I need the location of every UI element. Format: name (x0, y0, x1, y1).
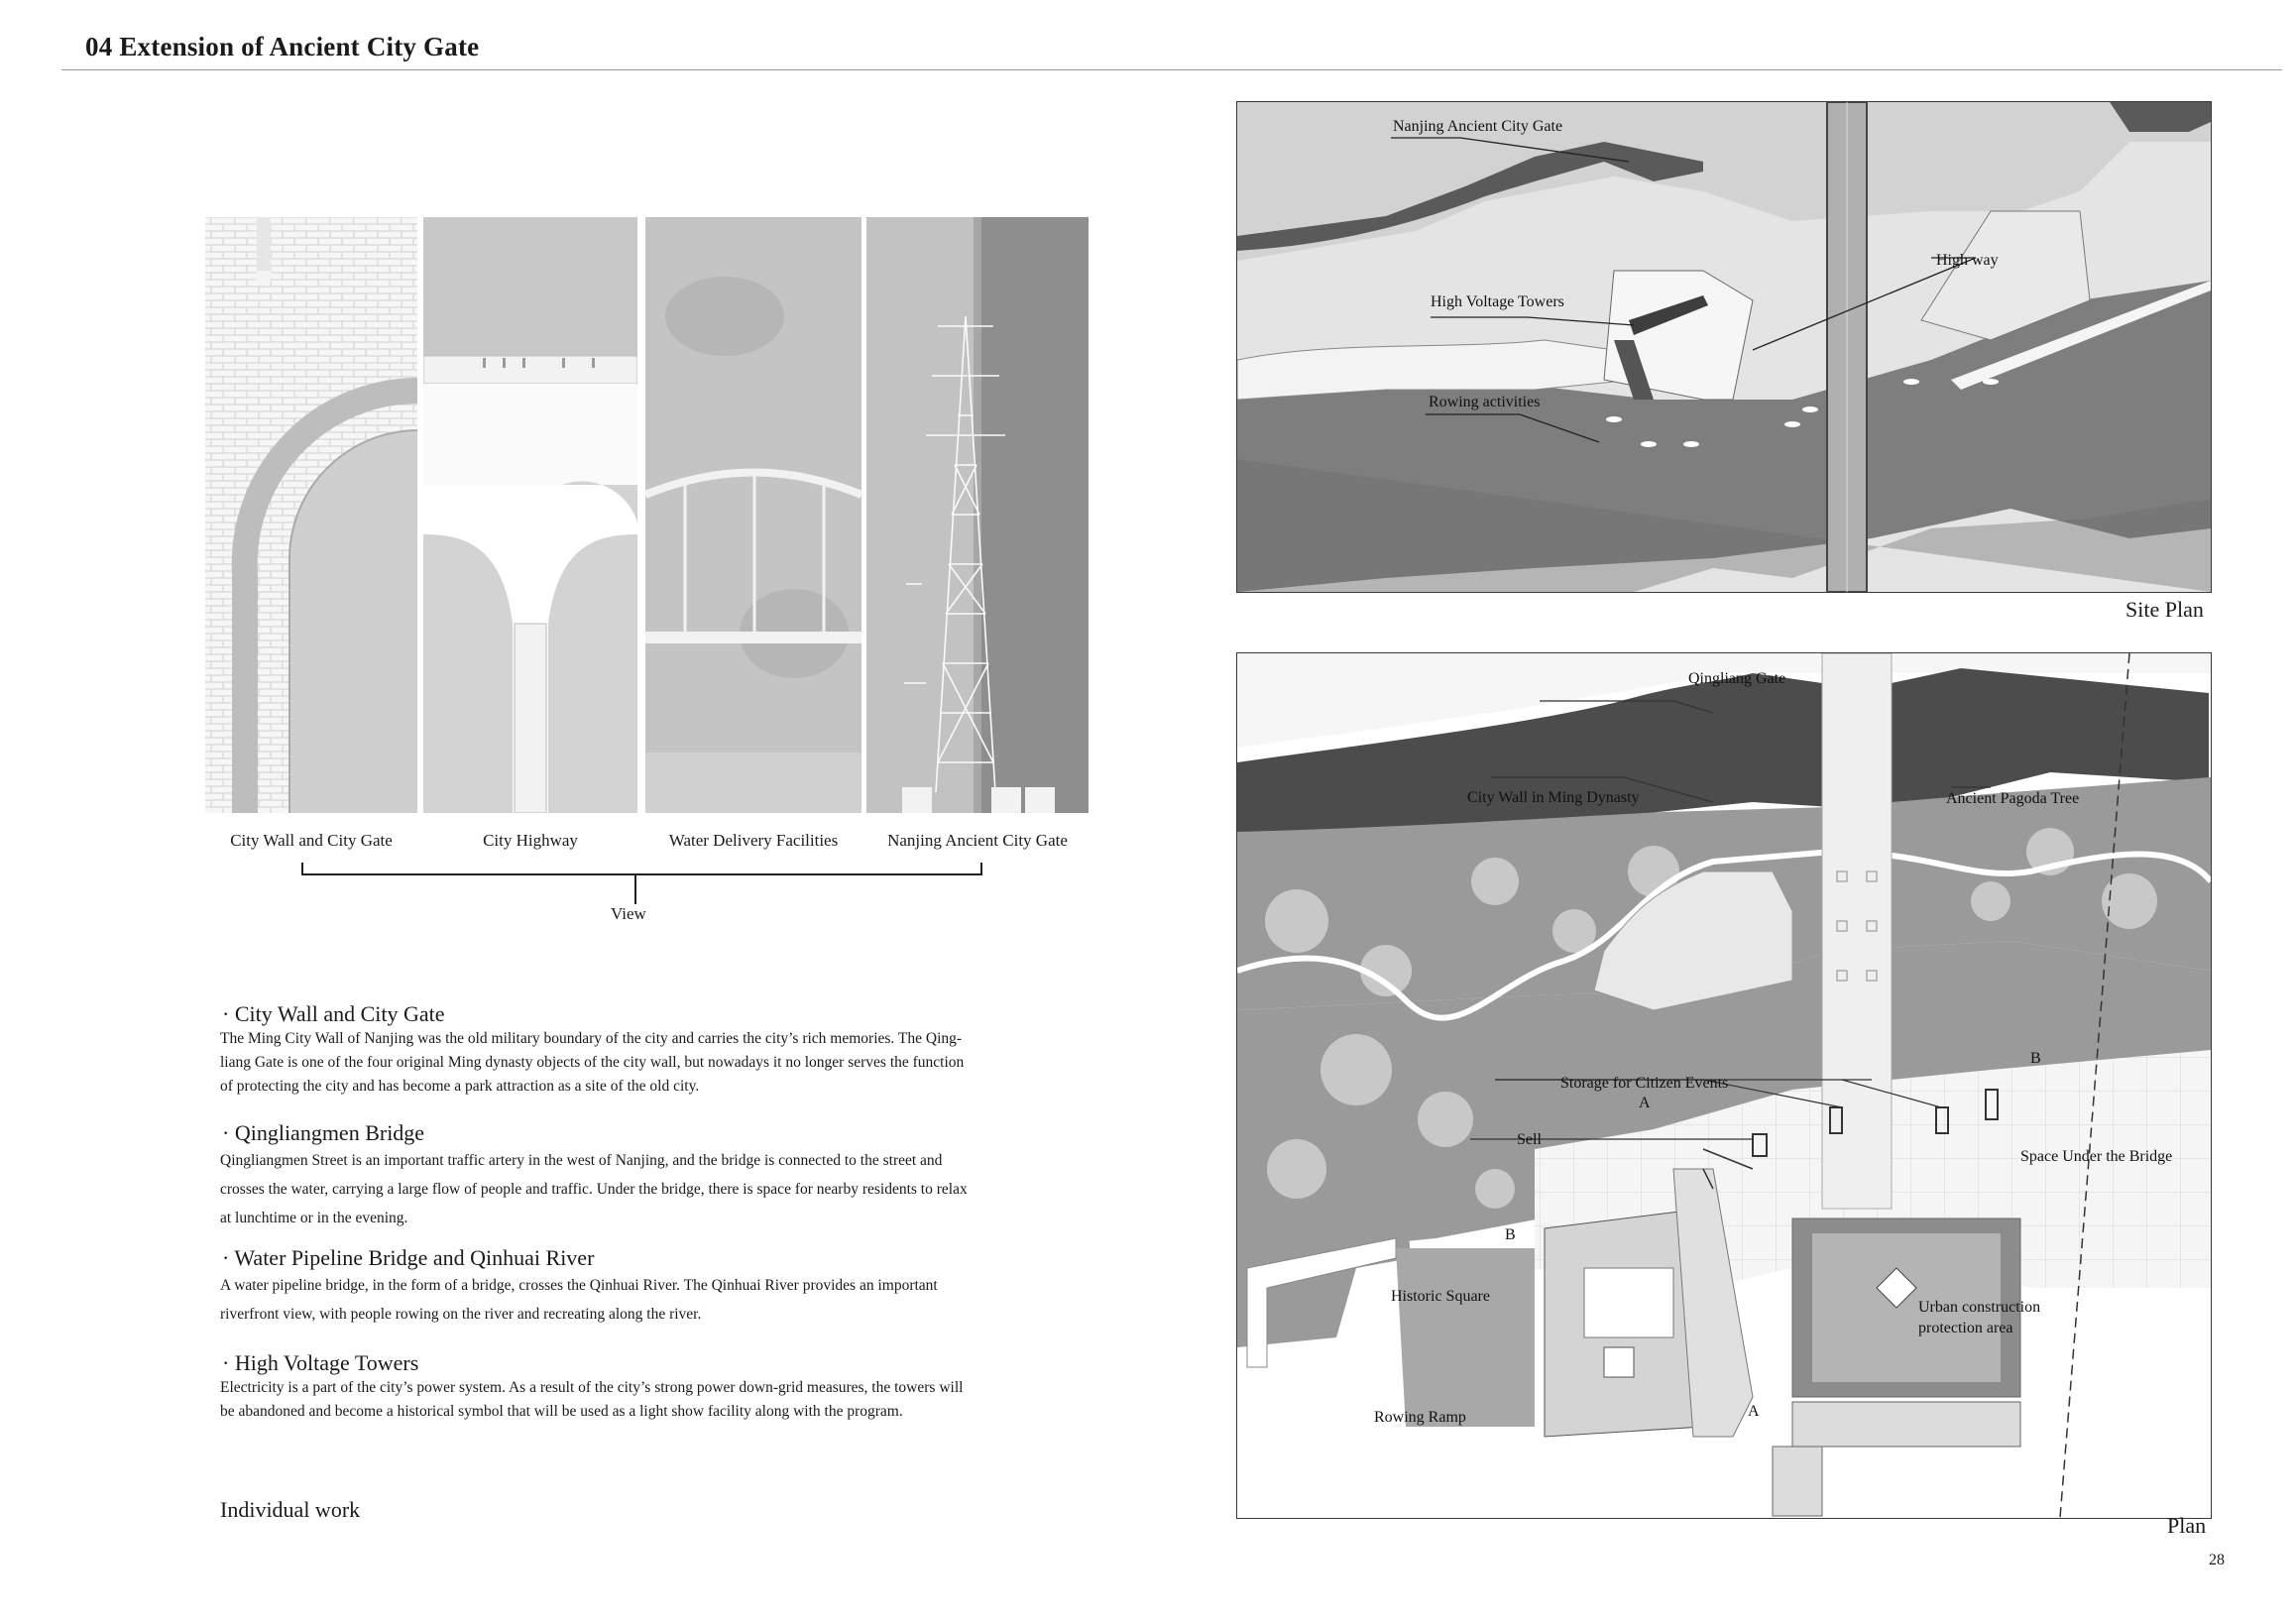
elevation-city-wall (205, 217, 417, 813)
site-label-highway: High way (1936, 252, 1999, 269)
section-body-city-wall (220, 1027, 1073, 1099)
body-line: A water pipeline bridge, in the form of a bridge, crosses the Qinhuai River. The Qinhuai River provides an important (220, 1277, 938, 1294)
section-body-pipeline (220, 1271, 1073, 1329)
plan-label-rowing-ramp: Rowing Ramp (1374, 1409, 1466, 1426)
elevation-city-highway (423, 217, 637, 813)
elevation-ancient-city-gate (866, 217, 1089, 813)
section-heading-pipeline: · Water Pipeline Bridge and Qinhuai River (222, 1245, 595, 1270)
credit-text: Individual work (220, 1497, 361, 1522)
section-heading-city-wall: · City Wall and City Gate (222, 1001, 445, 1026)
body-line: liang Gate is one of the four original Ming dynasty objects of the city wall, but nowadays it no longer serves the function (220, 1054, 965, 1071)
section-marker-a: A (1748, 1403, 1760, 1420)
view-label: View (611, 904, 646, 923)
plan-label-historic-square: Historic Square (1391, 1288, 1490, 1305)
plan-label-storage: Storage for Citizen Events (1560, 1075, 1729, 1092)
body-line: Electricity is a part of the city’s power system. As a result of the city’s strong power down-grid measures, the towers will (220, 1379, 964, 1396)
plan-label-sell: Sell (1517, 1131, 1542, 1148)
section-marker-b: B (1505, 1226, 1516, 1243)
body-line: Qingliangmen Street is an important traffic artery in the west of Nanjing, and the bridge is connected to the street and (220, 1152, 943, 1169)
body-line: be abandoned and become a historical symbol that will be used as a light show facility along with the program. (220, 1403, 903, 1420)
elevation-water-delivery (645, 217, 861, 813)
site-plan-map (1236, 101, 2212, 593)
section-marker-b: B (2030, 1050, 2041, 1067)
plan-label-space-bridge: Space Under the Bridge (2020, 1148, 2173, 1165)
section-heading-towers: · High Voltage Towers (222, 1350, 419, 1375)
plan-label-pagoda-tree: Ancient Pagoda Tree (1946, 790, 2080, 807)
plan-label-urban-2: protection area (1918, 1320, 2013, 1336)
section-heading-bridge: · Qingliangmen Bridge (222, 1120, 425, 1145)
section-body-towers (220, 1376, 1073, 1424)
page-title: 04 Extension of Ancient City Gate (85, 32, 480, 61)
plan-label-urban-1: Urban construction (1918, 1299, 2041, 1316)
body-line: riverfront view, with people rowing on the river and recreating along the river. (220, 1306, 702, 1323)
site-label-rowing: Rowing activities (1429, 394, 1541, 410)
elevation-label-city-wall: City Wall and City Gate (230, 831, 393, 850)
header-divider (61, 69, 2282, 70)
elevation-label-ancient-gate: Nanjing Ancient City Gate (887, 831, 1068, 850)
plan-map (1236, 652, 2212, 1519)
body-line: at lunchtime or in the evening. (220, 1210, 408, 1226)
body-line: of protecting the city and has become a park attraction as a site of the old city. (220, 1078, 700, 1095)
plan-label-qingliang-gate: Qingliang Gate (1688, 670, 1786, 687)
plan-caption: Plan (2167, 1513, 2207, 1538)
site-label-gate: Nanjing Ancient City Gate (1393, 118, 1563, 135)
section-marker-a: A (1639, 1095, 1651, 1111)
site-label-towers: High Voltage Towers (1431, 293, 1564, 310)
site-plan-caption: Site Plan (2125, 597, 2204, 622)
elevation-label-water: Water Delivery Facilities (668, 831, 839, 850)
body-line: crosses the water, carrying a large flow of people and traffic. Under the bridge, there is space for nearby residents to relax (220, 1181, 968, 1198)
body-line: The Ming City Wall of Nanjing was the old military boundary of the city and carries the city’s rich memories. The Qing- (220, 1030, 963, 1047)
section-body-bridge (220, 1146, 1073, 1232)
page-number: 28 (2209, 1552, 2225, 1568)
plan-label-city-wall: City Wall in Ming Dynasty (1467, 789, 1640, 806)
elevation-label-highway: City Highway (483, 831, 578, 850)
view-bracket (297, 861, 991, 910)
